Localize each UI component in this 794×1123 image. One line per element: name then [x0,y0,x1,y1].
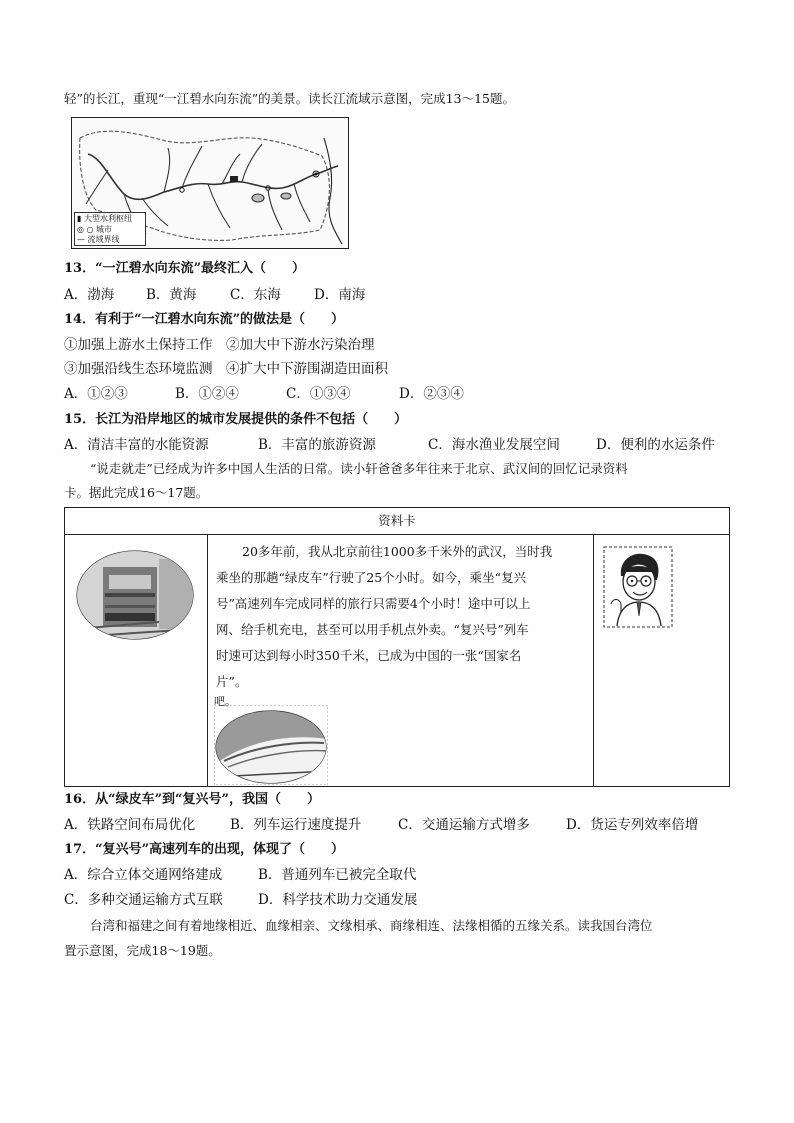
q17-option-b: B．普通列车已被完全取代 [258,867,417,883]
intro-13-15: 轻”的长江，重现“一江碧水向东流”的美景。读长江流域示意图，完成13～15题。 [64,91,515,106]
q13-option-d: D．南海 [314,287,366,303]
q14-stem: 14．有利于“一江碧水向东流”的做法是（ ） [64,312,345,327]
card-line-4: 网、给手机充电，甚至可以用手机点外卖。“复兴号”列车 [216,622,529,637]
q15-options [64,435,715,455]
q15-option-b: B．丰富的旅游资源 [258,437,376,453]
q14-option-d: D．②③④ [399,386,464,402]
card-line-6: 片”。 [216,674,248,689]
q14-item-2: ③加强沿线生态环境监测 ④扩大中下游围湖造田面积 [64,361,388,377]
card-line-5: 时速可达到每小时350千米，已成为中国的一张“国家名 [216,648,522,663]
map-legend [74,212,146,246]
city-marker-icon [180,188,184,192]
q17-options-row2 [64,890,417,910]
q16-option-a: A．铁路空间布局优化 [64,817,196,833]
q16-options [64,815,698,835]
q13-stem: 13．“一江碧水向东流”最终汇入（ ） [64,261,306,276]
q15-stem: 15．长江为沿岸地区的城市发展提供的条件不包括（ ） [64,412,408,427]
green-train-photo [75,549,195,641]
q13-option-a: A．渤海 [64,287,115,303]
intro-18-19-line1: 台湾和福建之间有着地缘相近、血缘相亲、文缘相承、商缘相连、法缘相循的五缘关系。读我国台湾位 [90,918,653,933]
q17-stem: 17．“复兴号”高速列车的出现，体现了（ ） [64,842,345,857]
q14-option-a: A．①②③ [64,386,128,402]
q17-option-c: C．多种交通运输方式互联 [64,892,223,908]
intro-16-17-line1: “说走就走”已经成为许多中国人生活的日常。读小轩爸爸多年往来于北京、武汉间的回忆记录资料 [90,461,628,476]
q16-option-c: C．交通运输方式增多 [398,817,530,833]
q16-option-b: B．列车运行速度提升 [230,817,362,833]
card-line-1: 20多年前，我从北京前往1000多千米外的武汉，当时我 [242,544,553,559]
card-line-2: 乘坐的那趟“绿皮车”行驶了25个小时。如今，乘坐“复兴 [216,570,527,585]
q17-options-row1 [64,865,416,885]
q14-option-c: C．①③④ [286,386,351,402]
card-left-column [65,535,208,786]
q14-item-1: ①加强上游水土保持工作 ②加大中下游水污染治理 [64,337,375,353]
card-line-7: 吧。 [214,695,236,708]
dam-marker-icon [230,176,238,182]
city-marker-icon [315,173,317,175]
q14-options [64,384,464,404]
card-line-3: 号”高速列车完成同样的旅行只需要4个小时！途中可以上 [216,596,531,611]
q15-option-a: A．清洁丰富的水能资源 [64,437,209,453]
card-title: 资料卡 [65,508,729,535]
intro-18-19-line2: 置示意图，完成18～19题。 [64,943,221,958]
data-card [64,507,730,787]
yangtze-basin-map [71,117,349,249]
q15-option-c: C．海水渔业发展空间 [428,437,560,453]
q14-option-b: B．①②④ [175,386,239,402]
q17-option-a: A．综合立体交通网络建成 [64,867,223,883]
intro-16-17-line2: 卡。据此完成16～17题。 [64,485,209,500]
fuxing-train-photo [214,705,328,785]
q13-option-b: B．黄海 [146,287,197,303]
q13-option-c: C．东海 [230,287,281,303]
card-text-column [208,535,594,786]
q17-option-d: D．科学技术助力交通发展 [258,892,418,908]
q15-option-d: D．便利的水运条件 [596,437,715,453]
legend-city: ◎ ○ 城市 [77,224,113,234]
legend-boundary: — 流域界线 [77,235,120,244]
card-right-column [594,535,729,786]
legend-dam: ▮ 大型水利枢纽 [77,214,132,223]
q13-options [64,285,365,305]
q16-stem: 16．从“绿皮车”到“复兴号”，我国（ ） [64,792,321,807]
q16-option-d: D．货运专列效率倍增 [566,817,699,833]
father-cartoon-avatar [603,546,673,628]
